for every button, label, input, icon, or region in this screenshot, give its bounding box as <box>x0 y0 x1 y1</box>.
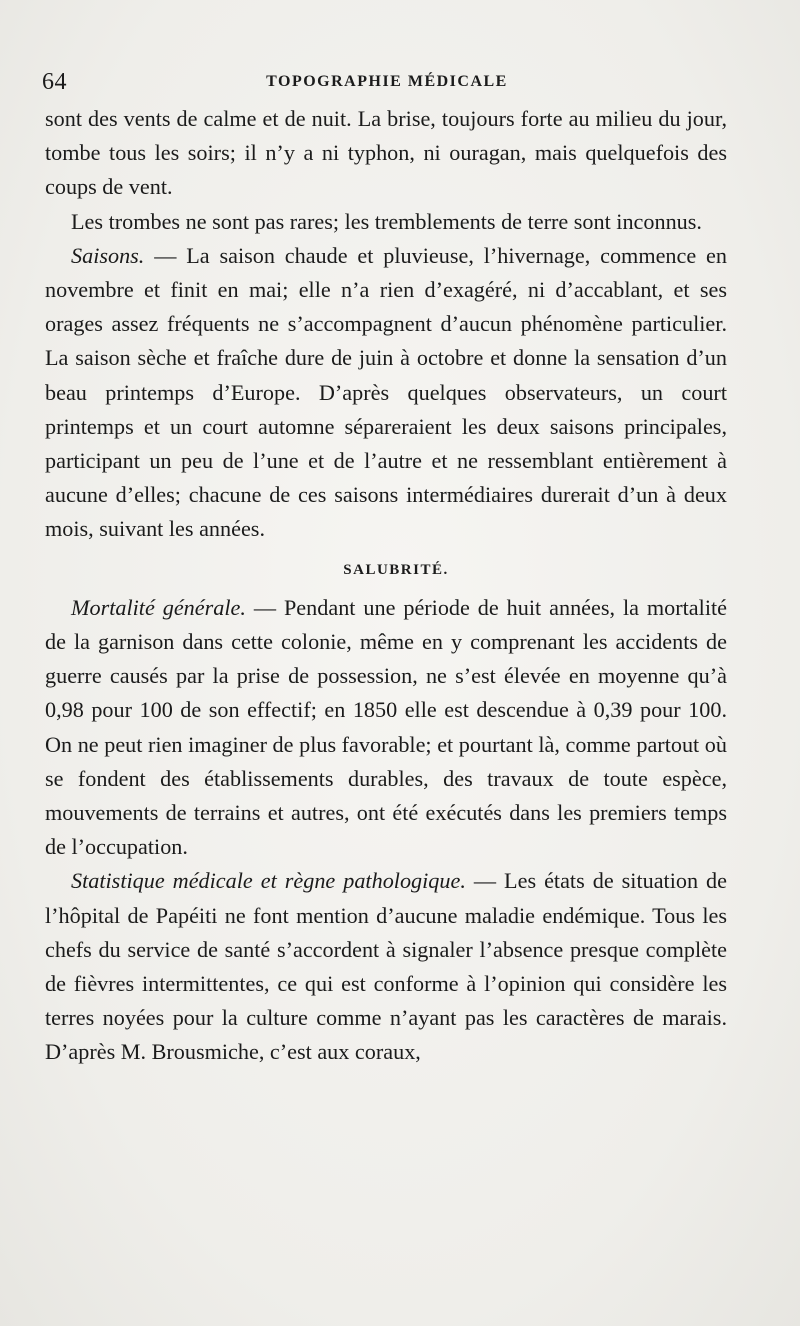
paragraph-text-statistique: — Les états de situation de l’hôpital de Papéiti ne font mention d’aucune maladie endémique. Tous les chefs du service de santé s’accordent à signaler l’absence presque complète de fièvres intermittentes, ce qui est conforme à l’opinion qui considère les terres noyées pour la culture comme n’ayant pas les caractères de marais. D’après M. Brousmiche, c’est aux coraux, <box>45 868 728 1065</box>
section-heading-salubrite: SALUBRITÉ. <box>343 561 449 578</box>
paragraph-lead-mortalite: Mortalité générale. <box>71 594 246 620</box>
paragraph-text-saisons: — La saison chaude et pluvieuse, l’hivernage, commence en novembre et finit en mai; elle n’a rien d’exagéré, ni d’accablant, et ses orages assez fréquents ne s’accompagnent d’aucun phénomène particulier. La saison sèche et fraîche dure de juin à octobre et donne la sensation d’un beau printemps d’Europe. D’après quelques observateurs, un court printemps et un court automne sépareraient les deux saisons principales, participant un peu de l’une et de l’autre et ne ressemblant entièrement à aucune d’elles; chacune de ces saisons intermédiaires durerait d’un à deux mois, suivant les années. <box>45 242 727 542</box>
paragraph-lead-statistique: Statistique médicale et règne pathologique. <box>71 868 466 894</box>
paragraph-trombes: Les trombes ne sont pas rares; les tremblements de terre sont inconnus. <box>71 208 702 234</box>
paragraph-text-mortalite: — Pendant une période de huit années, la mortalité de la garnison dans cette colonie, même en y comprenant les accidents de guerre causés par la prise de possession, ne s’est élevée en moyenne qu’à 0,98 pour 100 de son effectif; en 1850 elle est descendue à 0,39 pour 100. On ne peut rien imaginer de plus favorable; et pourtant là, comme partout où se fondent des établissements durables, des travaux de toute espèce, mouvements de terrains et autres, ont été exécutés dans les premiers temps de l’occupation. <box>45 594 727 860</box>
running-title: TOPOGRAPHIE MÉDICALE <box>266 73 508 90</box>
paragraph-mortalite <box>45 591 727 865</box>
page-header <box>42 64 732 100</box>
paragraph-statistique <box>45 864 727 1069</box>
paragraph-lead-saisons: Saisons. <box>71 242 145 268</box>
body-text <box>45 102 727 1070</box>
paragraph-saisons <box>45 239 727 547</box>
page-number: 64 <box>42 69 67 95</box>
paragraph-continued: sont des vents de calme et de nuit. La brise, toujours forte au milieu du jour, tombe tous les soirs; il n’y a ni typhon, ni ouragan, mais quelquefois des coups de vent. <box>45 106 727 200</box>
